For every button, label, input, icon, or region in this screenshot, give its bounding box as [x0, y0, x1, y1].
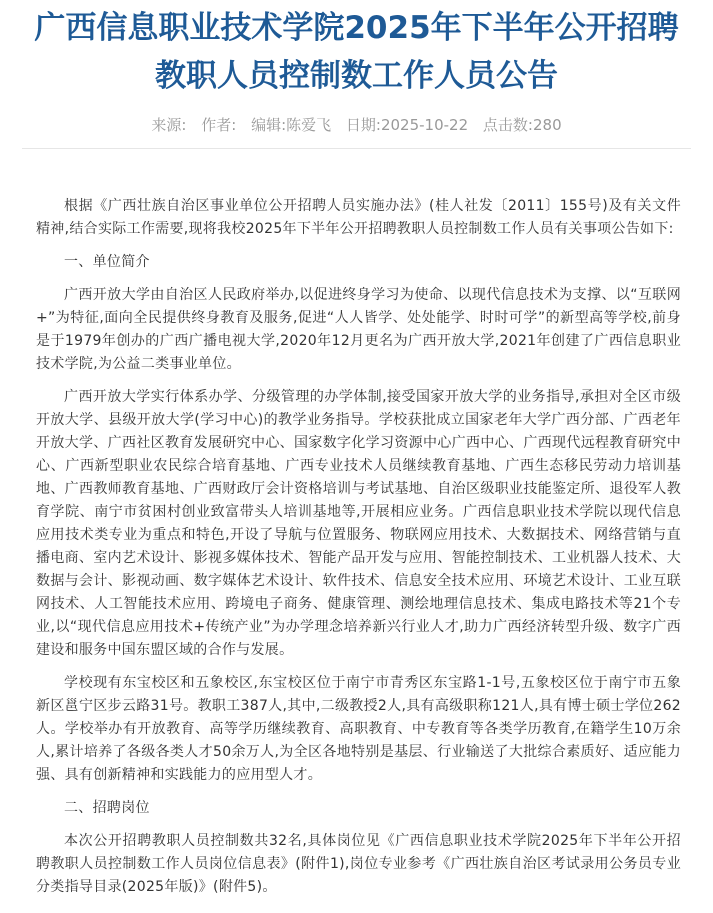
body-paragraph: 本次公开招聘教职人员控制数共32名,具体岗位见《广西信息职业技术学院2025年下半年公开招聘教职人员控制数工作人员岗位信息表》(附件1),岗位专业参考《广西壮族自治区考试录用公务员专业分类指导目录(2025年版)》(附件5)。 [36, 833, 681, 895]
body-paragraph: 广西开放大学由自治区人民政府举办,以促进终身学习为使命、以现代信息技术为支撑、以“互联网+”为特征,面向全民提供终身教育及服务,促进“人人皆学、处处能学、时时可学”的新型高等学校,前身是于1979年创办的广西广播电视大学,2020年12月更名为广西开放大学,2021年创建了广西信息职业技术学院,为公益二类事业单位。 [36, 287, 681, 372]
article-meta [0, 114, 713, 136]
title-divider [22, 148, 691, 149]
meta-editor: 编辑:陈爱飞 [251, 116, 332, 134]
section-heading-positions: 二、招聘岗位 [64, 800, 150, 816]
body-paragraph: 广西开放大学实行体系办学、分级管理的办学体制,接受国家开放大学的业务指导,承担对全区市级开放大学、县级开放大学(学习中心)的教学业务指导。学校获批成立国家老年大学广西分部、广西老年开放大学、广西社区教育发展研究中心、国家数字化学习资源中心广西中心、广西现代远程教育研究中心、广西新型职业农民综合培育基地、广西专业技术人员继续教育基地、广西生态移民劳动力培训基地、广西教师教育基地、广西财政厅会计资格培训与考试基地、自治区级职业技能鉴定所、退役军人教育学院、南宁市贫困村创业致富带头人培训基地等,开展相应业务。广西信息职业技术学院以现代信息应用技术类专业为重点和特色,开设了导航与位置服务、物联网应用技术、大数据技术、网络营销与直播电商、室内艺术设计、影视多媒体技术、智能产品开发与应用、智能控制技术、工业机器人技术、大数据与会计、影视动画、数字媒体艺术设计、软件技术、信息安全技术应用、环境艺术设计、工业互联网技术、人工智能技术应用、跨境电子商务、健康管理、测绘地理信息技术、集成电路技术等21个专业,以“现代信息应用技术+传统产业”为办学理念培养新兴行业人才,助力广西经济转型升级、数字广西建设和服务中国东盟区域的合作与发展。 [36, 389, 681, 658]
article-body [0, 195, 713, 899]
article-title: 广西信息职业技术学院2025年下半年公开招聘教职人员控制数工作人员公告 [34, 10, 679, 94]
meta-click-count: 点击数:280 [482, 116, 562, 134]
intro-paragraph: 根据《广西壮族自治区事业单位公开招聘人员实施办法》(桂人社发〔2011〕155号)及有关文件精神,结合实际工作需要,现将我校2025年下半年公开招聘教职人员控制数工作人员有关事项公告如下: [36, 198, 681, 237]
body-paragraph: 学校现有东宝校区和五象校区,东宝校区位于南宁市青秀区东宝路1-1号,五象校区位于南宁市五象新区邕宁区步云路31号。教职工387人,其中,二级教授2人,具有高级职称121人,具有博士硕士学位262人。学校举办有开放教育、高等学历继续教育、高职教育、中专教育等各类学历教育,在籍学生10万余人,累计培养了各级各类人才50余万人,为全区各地特别是基层、行业输送了大批综合素质好、适应能力强、具有创新精神和实践能力的应用型人才。 [36, 675, 681, 783]
meta-source: 来源: [151, 116, 187, 134]
meta-date: 日期:2025-10-22 [345, 116, 469, 134]
meta-author: 作者: [201, 116, 237, 134]
section-heading-unit-intro: 一、单位简介 [64, 254, 150, 270]
